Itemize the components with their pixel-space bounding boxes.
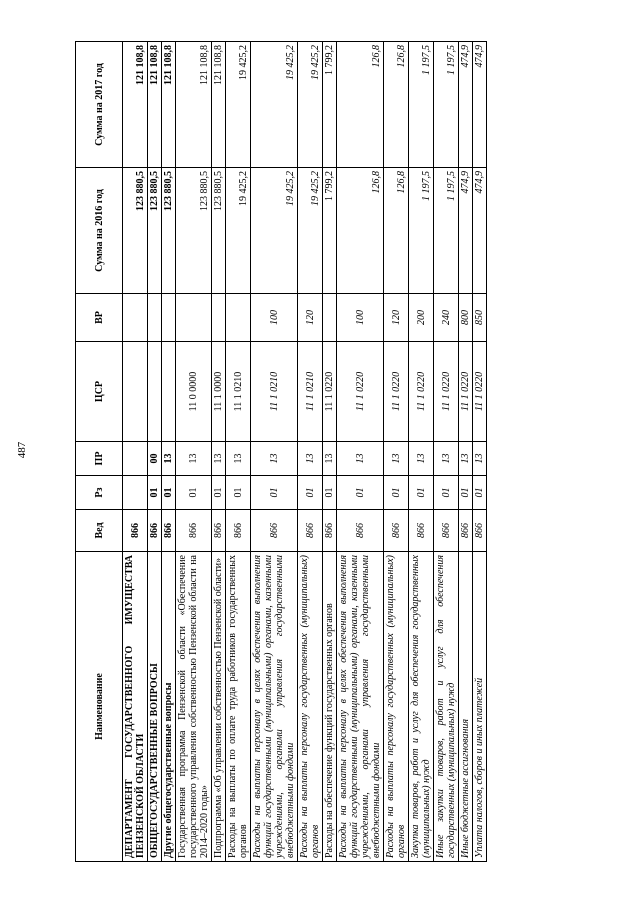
cell-csr: 11 1 0000 <box>212 342 226 442</box>
table-body <box>123 42 487 862</box>
cell-name: Уплата налогов, сборов и иных платежей <box>473 552 487 862</box>
cell-sum-2017: 1 799,2 <box>323 42 337 168</box>
table-row <box>123 42 148 862</box>
cell-pr: 13 <box>434 442 459 476</box>
cell-sum-2017: 126,8 <box>384 42 409 168</box>
page-number: 487 <box>16 441 28 459</box>
cell-ved: 866 <box>251 510 298 552</box>
cell-ved: 866 <box>148 510 162 552</box>
cell-rz: 01 <box>212 476 226 510</box>
cell-rz: 01 <box>409 476 434 510</box>
cell-pr <box>123 442 148 476</box>
cell-sum-2017: 121 108,8 <box>162 42 176 168</box>
cell-sum-2016: 123 880,5 <box>212 168 226 294</box>
cell-name: ОБЩЕГОСУДАРСТВЕННЫЕ ВОПРОСЫ <box>148 552 162 862</box>
cell-ved: 866 <box>337 510 384 552</box>
cell-name: Иные бюджетные ассигнования <box>459 552 473 862</box>
cell-pr: 13 <box>409 442 434 476</box>
cell-vr: 120 <box>298 294 323 342</box>
cell-sum-2017: 19 425,2 <box>298 42 323 168</box>
cell-rz: 01 <box>162 476 176 510</box>
cell-name: Государственная программа Пензенской области «Обеспечение государственного управления собственностью Пензенской области на 2014–2020 годы» <box>176 552 212 862</box>
cell-ved: 866 <box>434 510 459 552</box>
cell-rz: 01 <box>337 476 384 510</box>
cell-sum-2017: 121 108,8 <box>212 42 226 168</box>
header-csr: ЦСР <box>76 342 123 442</box>
cell-rz: 01 <box>176 476 212 510</box>
cell-rz: 01 <box>459 476 473 510</box>
cell-ved: 866 <box>409 510 434 552</box>
cell-vr: 850 <box>473 294 487 342</box>
cell-sum-2016: 126,8 <box>337 168 384 294</box>
cell-ved: 866 <box>473 510 487 552</box>
cell-csr: 11 0 0000 <box>176 342 212 442</box>
cell-sum-2016: 123 880,5 <box>148 168 162 294</box>
cell-sum-2017: 1 197,5 <box>409 42 434 168</box>
cell-rz: 01 <box>473 476 487 510</box>
cell-sum-2017: 121 108,8 <box>176 42 212 168</box>
cell-sum-2016: 1 197,5 <box>409 168 434 294</box>
table-row <box>162 42 176 862</box>
cell-csr: 11 1 0210 <box>251 342 298 442</box>
cell-rz: 01 <box>323 476 337 510</box>
cell-ved: 866 <box>226 510 251 552</box>
cell-vr <box>148 294 162 342</box>
cell-csr <box>148 342 162 442</box>
cell-csr: 11 1 0220 <box>434 342 459 442</box>
table-row <box>148 42 162 862</box>
table-row <box>409 42 434 862</box>
cell-vr <box>162 294 176 342</box>
cell-name: Закупка товаров, работ и услуг для обеспечения государственных (муниципальных) нужд <box>409 552 434 862</box>
cell-ved: 866 <box>162 510 176 552</box>
cell-name: Расходы на выплаты персоналу государственных (муниципальных) органов <box>298 552 323 862</box>
cell-pr: 13 <box>162 442 176 476</box>
cell-vr: 100 <box>337 294 384 342</box>
cell-vr: 100 <box>251 294 298 342</box>
cell-sum-2016: 19 425,2 <box>226 168 251 294</box>
cell-csr <box>162 342 176 442</box>
cell-csr: 11 1 0220 <box>337 342 384 442</box>
cell-name: Иные закупки товаров, работ и услуг для обеспечения государственных (муниципальных) нужд <box>434 552 459 862</box>
cell-ved: 866 <box>212 510 226 552</box>
cell-sum-2016: 1 197,5 <box>434 168 459 294</box>
cell-vr <box>176 294 212 342</box>
cell-name: Расходы на выплаты по оплате труда работников государственных органов <box>226 552 251 862</box>
cell-csr <box>123 342 148 442</box>
cell-pr: 00 <box>148 442 162 476</box>
cell-pr: 13 <box>473 442 487 476</box>
cell-rz: 01 <box>148 476 162 510</box>
cell-name: Подпрограмма «Об управлении собственностью Пензенской области» <box>212 552 226 862</box>
table-row <box>212 42 226 862</box>
cell-sum-2017: 19 425,2 <box>226 42 251 168</box>
header-rz: Рз <box>76 476 123 510</box>
cell-ved: 866 <box>459 510 473 552</box>
cell-csr: 11 1 0220 <box>384 342 409 442</box>
cell-name: Расходы на обеспечение функций государственных органов <box>323 552 337 862</box>
cell-sum-2016: 1 799,2 <box>323 168 337 294</box>
cell-csr: 11 1 0220 <box>409 342 434 442</box>
cell-csr: 11 1 0220 <box>473 342 487 442</box>
cell-vr: 240 <box>434 294 459 342</box>
cell-csr: 11 1 0220 <box>323 342 337 442</box>
header-ved: Вед <box>76 510 123 552</box>
cell-rz: 01 <box>226 476 251 510</box>
rotated-table-container <box>75 42 595 862</box>
cell-sum-2016: 19 425,2 <box>298 168 323 294</box>
budget-table <box>75 41 487 862</box>
table-row <box>176 42 212 862</box>
cell-ved: 866 <box>123 510 148 552</box>
cell-sum-2017: 19 425,2 <box>251 42 298 168</box>
cell-sum-2016: 123 880,5 <box>176 168 212 294</box>
cell-rz: 01 <box>384 476 409 510</box>
cell-sum-2016: 474,9 <box>459 168 473 294</box>
cell-ved: 866 <box>298 510 323 552</box>
table-row <box>459 42 473 862</box>
table-row <box>298 42 323 862</box>
cell-ved: 866 <box>323 510 337 552</box>
cell-vr <box>323 294 337 342</box>
cell-pr: 13 <box>176 442 212 476</box>
header-pr: ПР <box>76 442 123 476</box>
cell-rz: 01 <box>251 476 298 510</box>
cell-pr: 13 <box>384 442 409 476</box>
cell-vr: 200 <box>409 294 434 342</box>
cell-vr: 800 <box>459 294 473 342</box>
header-sum-2017: Сумма на 2017 год <box>76 42 123 168</box>
cell-pr: 13 <box>337 442 384 476</box>
cell-sum-2016: 19 425,2 <box>251 168 298 294</box>
cell-pr: 13 <box>298 442 323 476</box>
header-vr: ВР <box>76 294 123 342</box>
cell-name: ДЕПАРТАМЕНТ ГОСУДАРСТВЕННОГО ИМУЩЕСТВА ПЕНЗЕНСКОЙ ОБЛАСТИ <box>123 552 148 862</box>
cell-name: Расходы на выплаты персоналу государственных (муниципальных) органов <box>384 552 409 862</box>
cell-csr: 11 1 0210 <box>226 342 251 442</box>
cell-vr <box>226 294 251 342</box>
cell-name: Расходы на выплаты персоналу в целях обеспечения выполнения функций государственными (муниципальными) органами, казенными учреждениями, органами управления государственными внебюджетными фондами <box>251 552 298 862</box>
table-row <box>337 42 384 862</box>
cell-sum-2016: 123 880,5 <box>162 168 176 294</box>
cell-ved: 866 <box>176 510 212 552</box>
header-name: Наименование <box>76 552 123 862</box>
cell-sum-2016: 123 880,5 <box>123 168 148 294</box>
table-row <box>384 42 409 862</box>
cell-sum-2016: 474,9 <box>473 168 487 294</box>
cell-vr <box>123 294 148 342</box>
cell-sum-2017: 121 108,8 <box>148 42 162 168</box>
cell-sum-2017: 121 108,8 <box>123 42 148 168</box>
header-sum-2016: Сумма на 2016 год <box>76 168 123 294</box>
table-row <box>226 42 251 862</box>
cell-name: Расходы на выплаты персоналу в целях обеспечения выполнения функций государственными (муниципальными) органами, казенными учреждениями, органами управления государственными внебюджетными фондами <box>337 552 384 862</box>
cell-csr: 11 1 0210 <box>298 342 323 442</box>
cell-vr: 120 <box>384 294 409 342</box>
cell-ved: 866 <box>384 510 409 552</box>
table-header-row <box>76 42 123 862</box>
cell-sum-2017: 126,8 <box>337 42 384 168</box>
cell-rz: 01 <box>434 476 459 510</box>
table-row <box>434 42 459 862</box>
table-row <box>323 42 337 862</box>
cell-rz: 01 <box>298 476 323 510</box>
cell-pr: 13 <box>251 442 298 476</box>
cell-vr <box>212 294 226 342</box>
cell-pr: 13 <box>459 442 473 476</box>
cell-sum-2016: 126,8 <box>384 168 409 294</box>
cell-sum-2017: 474,9 <box>473 42 487 168</box>
cell-sum-2017: 1 197,5 <box>434 42 459 168</box>
cell-csr: 11 1 0220 <box>459 342 473 442</box>
cell-pr: 13 <box>323 442 337 476</box>
cell-sum-2017: 474,9 <box>459 42 473 168</box>
cell-pr: 13 <box>212 442 226 476</box>
table-row <box>251 42 298 862</box>
cell-pr: 13 <box>226 442 251 476</box>
cell-name: Другие общегосударственные вопросы <box>162 552 176 862</box>
cell-rz <box>123 476 148 510</box>
table-row <box>473 42 487 862</box>
